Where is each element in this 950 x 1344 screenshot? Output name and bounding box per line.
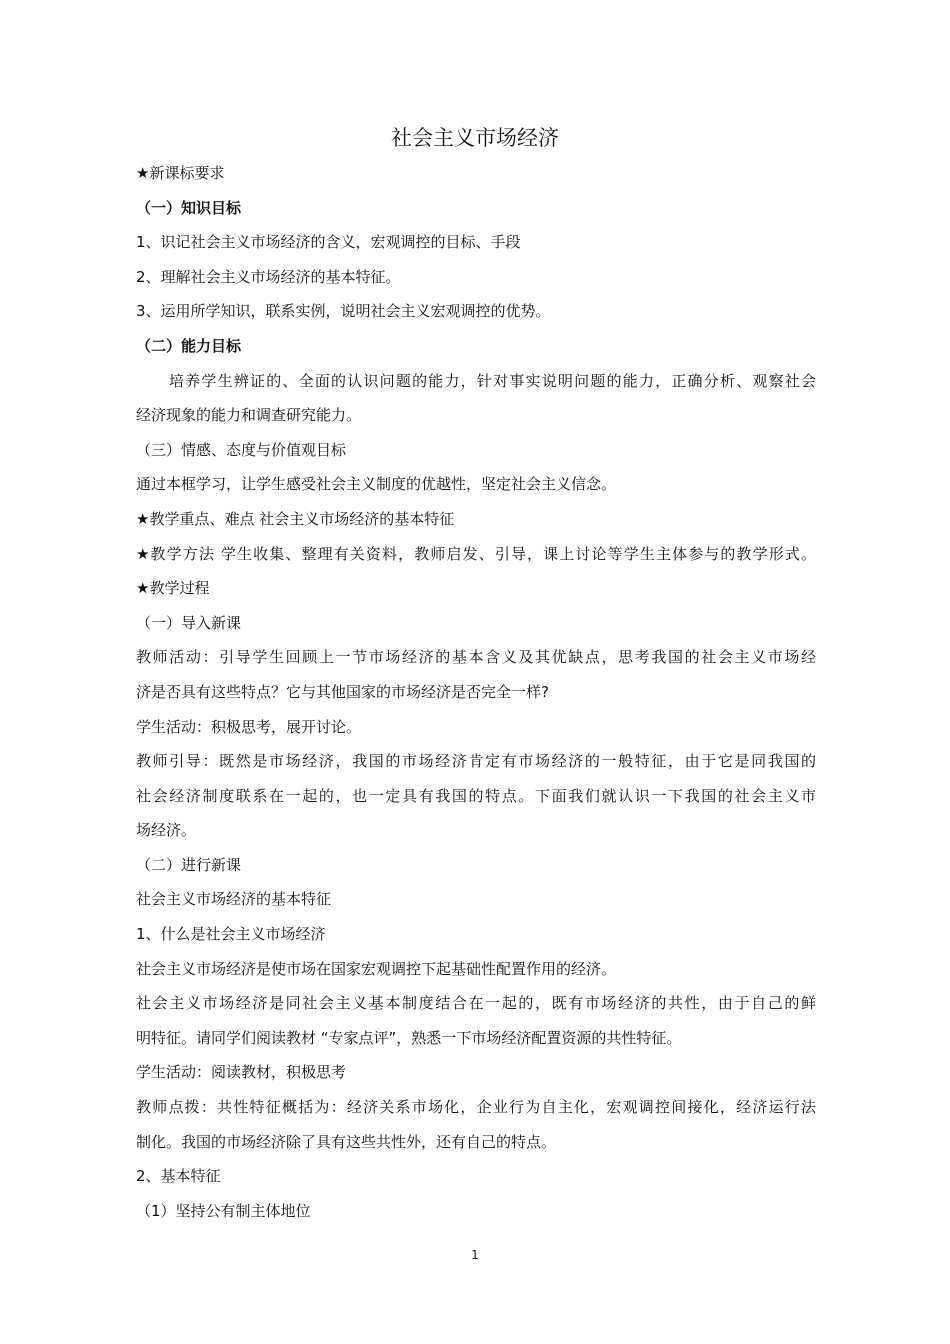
text-line: 社会主义市场经济是使市场在国家宏观调控下起基础性配置作用的经济。 <box>136 959 617 978</box>
text-line: 教师引导：既然是市场经济，我国的市场经济肯定有市场经济的一般特征，由于它是同我国的 <box>136 752 816 771</box>
document-body <box>136 162 816 1234</box>
text-line: 社会主义市场经济的基本特征 <box>136 890 332 909</box>
page-number: 1 <box>471 1248 479 1262</box>
text-line: 社会主义市场经济是同社会主义基本制度结合在一起的，既有市场经济的共性，由于自己的鲜 <box>136 994 816 1013</box>
text-line: （三）情感、态度与价值观目标 <box>136 440 347 459</box>
text-line: 培养学生辨证的、全面的认识问题的能力，针对事实说明问题的能力，正确分析、观察社会 <box>169 371 816 390</box>
text-line: 经济现象的能力和调查研究能力。 <box>136 406 362 425</box>
text-line: 3、运用所学知识，联系实例，说明社会主义宏观调控的优势。 <box>136 302 551 321</box>
text-line: ★教学方法 学生收集、整理有关资料，教师启发、引导，课上讨论等学生主体参与的教学形式。 <box>136 544 816 563</box>
text-line: （一）知识目标 <box>136 198 242 217</box>
text-line: 场经济。 <box>136 821 197 840</box>
text-line: 2、理解社会主义市场经济的基本特征。 <box>136 267 401 286</box>
text-line: 1、什么是社会主义市场经济 <box>136 925 326 944</box>
text-line: 社会经济制度联系在一起的，也一定具有我国的特点。下面我们就认识一下我国的社会主义市 <box>136 786 816 805</box>
text-line: 制化。我国的市场经济除了具有这些共性外，还有自己的特点。 <box>136 1132 557 1151</box>
text-line: （二）能力目标 <box>136 336 242 355</box>
text-line: （1）坚持公有制主体地位 <box>136 1201 311 1220</box>
text-line: 通过本框学习，让学生感受社会主义制度的优越性，坚定社会主义信念。 <box>136 475 617 494</box>
text-line: ★教学过程 <box>136 579 210 598</box>
text-line: 学生活动：阅读教材，积极思考 <box>136 1063 347 1082</box>
text-line: 1、识记社会主义市场经济的含义，宏观调控的目标、手段 <box>136 233 521 252</box>
text-line: （二）进行新课 <box>136 855 242 874</box>
text-line: 2、基本特征 <box>136 1167 221 1186</box>
text-line: 济是否具有这些特点？它与其他国家的市场经济是否完全一样? <box>136 682 549 701</box>
text-line: 明特征。请同学们阅读教材 “专家点评”，熟悉一下市场经济配置资源的共性特征。 <box>136 1028 682 1047</box>
text-line: ★教学重点、难点 社会主义市场经济的基本特征 <box>136 509 455 528</box>
document-title: 社会主义市场经济 <box>391 126 559 150</box>
text-line: ★新课标要求 <box>136 164 225 182</box>
text-line: 教师点拨：共性特征概括为：经济关系市场化，企业行为自主化，宏观调控间接化，经济运行法 <box>136 1098 816 1117</box>
text-line: 教师活动：引导学生回顾上一节市场经济的基本含义及其优缺点，思考我国的社会主义市场经 <box>136 648 816 667</box>
text-line: 学生活动：积极思考，展开讨论。 <box>136 717 362 736</box>
text-line: （一）导入新课 <box>136 613 242 632</box>
